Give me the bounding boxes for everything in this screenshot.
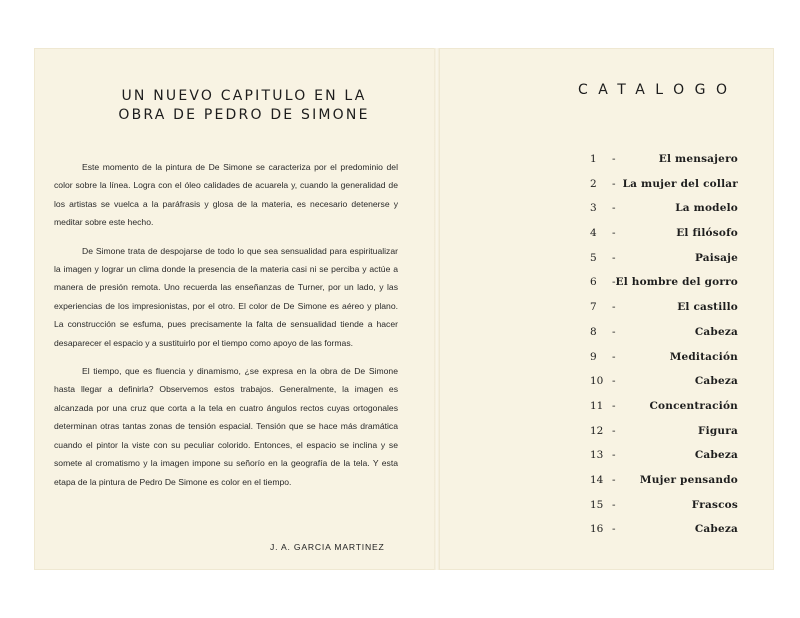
catalog-item xyxy=(590,271,738,296)
article-body xyxy=(54,158,398,501)
catalog-item xyxy=(590,296,738,321)
catalog-item-number: 11 xyxy=(590,399,604,412)
catalog-item-dash: - xyxy=(612,251,616,264)
catalog-item-dash: - xyxy=(612,177,616,190)
catalog-item-dash: - xyxy=(612,473,616,486)
catalog-item xyxy=(590,420,738,445)
catalog-item-number: 9 xyxy=(590,350,597,363)
catalog-item xyxy=(590,370,738,395)
catalog-item-title: El mensajero xyxy=(658,153,738,165)
catalog-item-number: 8 xyxy=(590,325,597,338)
catalog-item-number: 7 xyxy=(590,301,597,314)
catalog-item-dash: - xyxy=(612,449,616,462)
catalog-item xyxy=(590,346,738,371)
catalog-item-title: La modelo xyxy=(675,202,738,215)
left-page xyxy=(34,48,434,570)
catalog-item-number: 3 xyxy=(590,202,597,215)
article-title-line-1: UN NUEVO CAPITULO EN LA xyxy=(121,88,367,105)
catalog-item xyxy=(590,148,738,173)
catalog-item-title: Cabeza xyxy=(694,375,738,388)
catalog-item-number: 4 xyxy=(590,227,597,240)
catalog-title: CATALOGO xyxy=(578,82,738,98)
catalog-item-title: Concentración xyxy=(649,399,738,412)
catalog-item-dash: - xyxy=(612,301,616,314)
catalog-item-dash: - xyxy=(612,227,616,240)
catalog-item-number: 13 xyxy=(590,449,604,462)
catalog-item-number: 16 xyxy=(590,523,604,536)
catalog-item xyxy=(590,518,738,543)
catalog-item xyxy=(590,197,738,222)
catalog-item-dash: - xyxy=(612,153,616,165)
catalog-item-dash: - xyxy=(612,399,616,412)
catalog-item xyxy=(590,222,738,247)
catalog-item-title: El hombre del gorro xyxy=(615,276,738,289)
catalog-item-number: 10 xyxy=(590,375,604,388)
catalog-item-title: Cabeza xyxy=(694,449,738,462)
catalog-item-dash: - xyxy=(612,350,616,363)
catalog-item-title: Paisaje xyxy=(694,251,738,264)
catalog-item xyxy=(590,494,738,519)
catalog-item-number: 14 xyxy=(590,473,604,486)
catalog-item-number: 12 xyxy=(590,424,604,437)
catalog-item-title: Frascos xyxy=(691,498,738,511)
article-paragraph-1: Este momento de la pintura de De Simone se caracteriza por el predominio del color sobre la línea. Logra con el óleo calidades de acuarela y, cuando la generalidad de los artistas se vuelca a la paráfrasis y glosa de la materia, es necesario detenerse y meditar sobre este hecho. xyxy=(54,162,398,228)
catalog-item-dash: - xyxy=(612,325,616,338)
catalog-item-title: Meditación xyxy=(669,350,738,363)
article-paragraph-3: El tiempo, que es fluencia y dinamismo, ¿se expresa en la obra de De Simone hasta llegar a definirla? Observemos estos trabajos. Generalmente, la imagen es alcanzada por una cruz que corta a la tela en cuatro ángulos rectos cuyas ortogonales determinan otras tantas zonas de tensión espacial. Tensión que se hace más dramática cuando el pintor la viste con su peculiar colorido. Entonces, el espacio se inclina y se somete al cromatismo y la imagen impone su señorío en la geografía de la tela. Y esta etapa de la pintura de Pedro De Simone es color en el tiempo. xyxy=(54,366,398,487)
catalog-item xyxy=(590,321,738,346)
catalog-item-title: Figura xyxy=(698,424,738,437)
article-title xyxy=(94,87,394,125)
catalog-list xyxy=(590,148,738,543)
catalog-item-number: 6 xyxy=(590,276,597,289)
catalog-item-dash: - xyxy=(612,202,616,215)
catalog-item-number: 15 xyxy=(590,498,604,511)
article-paragraph-2: De Simone trata de despojarse de todo lo que sea sensualidad para espiritualizar la imagen y lograr un clima donde la presencia de la materia casi ni se perciba y actúe a manera de presión remota. Uno recuerda las enseñanzas de Turner, por un lado, y las experiencias de los impresionistas, por el otro. El color de De Simone es aéreo y plano. La construcción se esfuma, pues precisamente la falta de sensualidad tiende a hacer desaparecer el espacio y a sustituirlo por el tiempo como apoyo de las formas. xyxy=(54,245,398,348)
catalog-item-title: Cabeza xyxy=(694,523,738,536)
catalog-item-title: El castillo xyxy=(677,301,738,314)
catalog-item-dash: - xyxy=(612,424,616,437)
catalog-item xyxy=(590,395,738,420)
catalog-item-number: 5 xyxy=(590,251,597,264)
catalog-item-title: Mujer pensando xyxy=(639,473,738,486)
right-page xyxy=(440,48,774,570)
catalog-item xyxy=(590,444,738,469)
catalog-item-title: Cabeza xyxy=(694,325,738,338)
catalog-item-dash: - xyxy=(612,276,616,289)
catalog-item xyxy=(590,247,738,272)
catalog-item xyxy=(590,469,738,494)
article-title-line-2: OBRA DE PEDRO DE SIMONE xyxy=(118,107,370,124)
catalog-item-number: 2 xyxy=(590,177,597,190)
author-signature: J. A. GARCIA MARTINEZ xyxy=(270,542,385,552)
catalog-item-title: El filósofo xyxy=(676,227,738,240)
catalog-item-dash: - xyxy=(612,375,616,388)
catalog-item-dash: - xyxy=(612,498,616,511)
catalog-item-title: La mujer del collar xyxy=(622,177,738,190)
catalog-item-number: 1 xyxy=(590,153,597,165)
catalog-item xyxy=(590,173,738,198)
catalog-item-dash: - xyxy=(612,523,616,536)
